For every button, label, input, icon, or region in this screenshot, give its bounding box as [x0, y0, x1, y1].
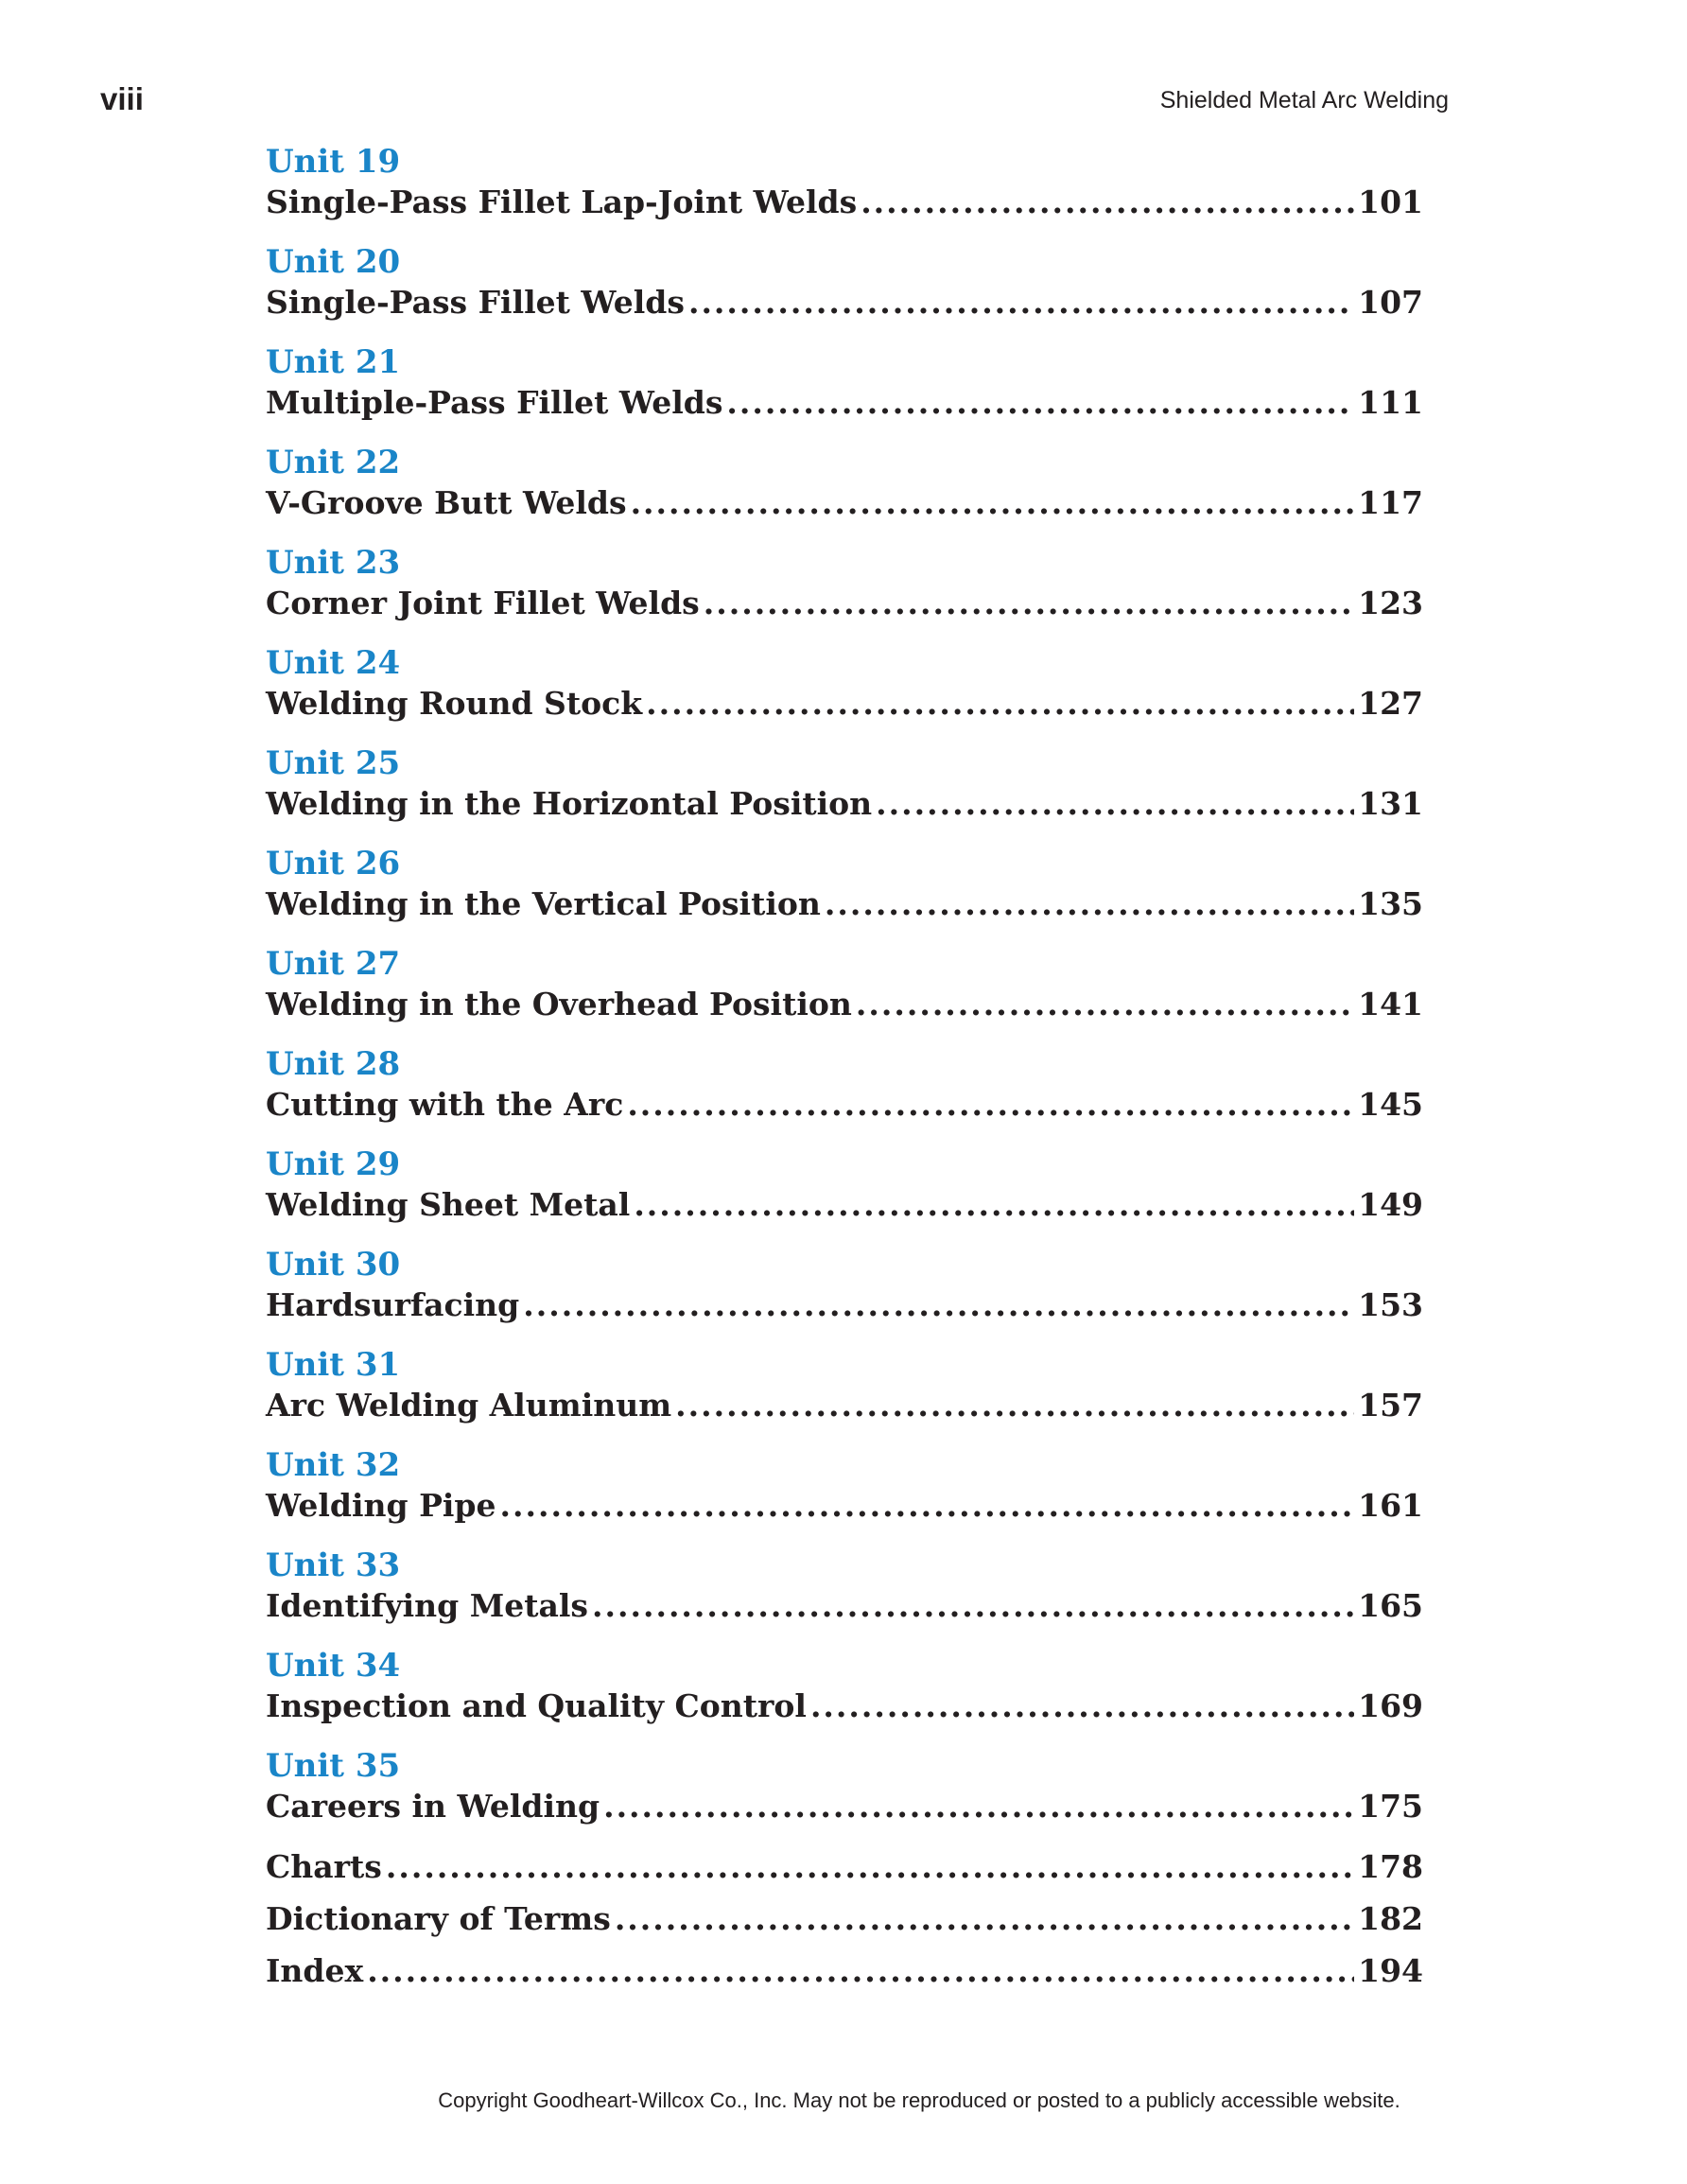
back-matter-title: Dictionary of Terms — [266, 1900, 611, 1937]
running-title: Shielded Metal Arc Welding — [1159, 87, 1449, 114]
page-ref: 141 — [1358, 986, 1423, 1022]
toc-line — [266, 282, 1423, 323]
unit-label: Unit 21 — [266, 343, 401, 381]
toc-line — [266, 482, 1423, 524]
dot-leader — [603, 1786, 1354, 1827]
unit-title: Welding in the Horizontal Position — [266, 785, 873, 822]
unit-label: Unit 24 — [266, 644, 401, 682]
toc-entry[interactable] — [266, 1044, 1423, 1144]
unit-label: Unit 23 — [266, 544, 401, 582]
page-ref: 145 — [1358, 1086, 1423, 1123]
toc-line — [266, 683, 1423, 725]
toc-line — [266, 1184, 1423, 1226]
unit-label: Unit 30 — [266, 1246, 401, 1284]
unit-title: Welding in the Vertical Position — [266, 885, 821, 922]
dot-leader — [856, 984, 1354, 1025]
toc-entry[interactable] — [266, 1646, 1423, 1746]
page-ref: 107 — [1358, 284, 1423, 321]
page-ref: 157 — [1358, 1387, 1423, 1424]
page-ref: 169 — [1358, 1687, 1423, 1724]
toc-line — [266, 182, 1423, 223]
unit-label: Unit 28 — [266, 1045, 401, 1083]
unit-label: Unit 22 — [266, 444, 401, 481]
unit-title: V-Groove Butt Welds — [266, 484, 627, 521]
toc-entry[interactable] — [266, 1445, 1423, 1546]
dot-leader — [500, 1485, 1355, 1527]
back-matter-entry[interactable] — [266, 1846, 1423, 1898]
back-matter-title: Charts — [266, 1848, 382, 1885]
back-matter-list — [266, 1846, 1423, 2002]
unit-label: Unit 33 — [266, 1546, 401, 1584]
dot-leader — [825, 883, 1354, 925]
toc-entry[interactable] — [266, 543, 1423, 643]
dot-leader — [688, 282, 1354, 323]
dot-leader — [367, 1950, 1354, 1992]
toc-entry[interactable] — [266, 944, 1423, 1044]
dot-leader — [646, 683, 1354, 725]
unit-label: Unit 27 — [266, 945, 401, 983]
toc-line — [266, 1846, 1423, 1888]
dot-leader — [876, 783, 1354, 825]
back-matter-title: Index — [266, 1952, 364, 1989]
unit-label: Unit 35 — [266, 1747, 401, 1785]
back-matter-entry[interactable] — [266, 1950, 1423, 2002]
dot-leader — [810, 1686, 1354, 1727]
back-matter-entry[interactable] — [266, 1898, 1423, 1950]
toc-entry[interactable] — [266, 1245, 1423, 1345]
page-ref: 111 — [1358, 384, 1423, 421]
page-ref: 123 — [1358, 585, 1423, 621]
toc-line — [266, 1284, 1423, 1326]
unit-label: Unit 31 — [266, 1346, 401, 1384]
toc-line — [266, 583, 1423, 624]
page-ref: 135 — [1358, 885, 1423, 922]
unit-title: Multiple-Pass Fillet Welds — [266, 384, 723, 421]
page-ref: 131 — [1358, 785, 1423, 822]
toc-line — [266, 1950, 1423, 1992]
unit-title: Welding Sheet Metal — [266, 1186, 631, 1223]
toc-entry[interactable] — [266, 844, 1423, 944]
page-ref: 178 — [1358, 1848, 1423, 1885]
page-ref: 161 — [1358, 1487, 1423, 1524]
toc-entry[interactable] — [266, 443, 1423, 543]
toc-entry[interactable] — [266, 342, 1423, 443]
dot-leader — [615, 1898, 1354, 1940]
toc-entry[interactable] — [266, 743, 1423, 844]
dot-leader — [631, 482, 1355, 524]
toc-entry[interactable] — [266, 1144, 1423, 1245]
unit-title: Welding Round Stock — [266, 685, 643, 722]
unit-label: Unit 20 — [266, 243, 401, 281]
unit-title: Welding Pipe — [266, 1487, 496, 1524]
unit-label: Unit 26 — [266, 845, 401, 882]
dot-leader — [675, 1385, 1354, 1426]
dot-leader — [704, 583, 1354, 624]
toc-line — [266, 1898, 1423, 1940]
unit-title: Hardsurfacing — [266, 1286, 520, 1323]
unit-label: Unit 34 — [266, 1647, 401, 1685]
unit-title: Inspection and Quality Control — [266, 1687, 807, 1724]
toc-entry[interactable] — [266, 643, 1423, 743]
unit-label: Unit 29 — [266, 1145, 401, 1183]
page-ref: 165 — [1358, 1587, 1423, 1624]
unit-label: Unit 19 — [266, 143, 401, 181]
toc-line — [266, 1786, 1423, 1827]
toc-line — [266, 382, 1423, 424]
toc-line — [266, 1084, 1423, 1126]
toc-entry[interactable] — [266, 242, 1423, 342]
dot-leader — [386, 1846, 1354, 1888]
copyright-footer: Copyright Goodheart-Willcox Co., Inc. May not be reproduced or posted to a publicly accessible website. — [438, 2088, 1400, 2112]
dot-leader — [634, 1184, 1354, 1226]
toc-entry[interactable] — [266, 1746, 1423, 1846]
page-ref: 153 — [1358, 1286, 1423, 1323]
page-ref: 182 — [1358, 1900, 1423, 1937]
toc-entry[interactable] — [266, 1546, 1423, 1646]
unit-title: Cutting with the Arc — [266, 1086, 624, 1123]
toc-entry[interactable] — [266, 1345, 1423, 1445]
unit-title: Identifying Metals — [266, 1587, 589, 1624]
unit-title: Corner Joint Fillet Welds — [266, 585, 700, 621]
page-ref: 117 — [1358, 484, 1423, 521]
unit-title: Arc Welding Aluminum — [266, 1387, 672, 1424]
toc-line — [266, 1585, 1423, 1627]
page-number: viii — [100, 81, 144, 116]
dot-leader — [592, 1585, 1354, 1627]
unit-title: Single-Pass Fillet Welds — [266, 284, 685, 321]
page-ref: 101 — [1358, 183, 1423, 220]
dot-leader — [726, 382, 1354, 424]
toc-line — [266, 984, 1423, 1025]
toc-line — [266, 1686, 1423, 1727]
dot-leader — [627, 1084, 1354, 1126]
toc-line — [266, 883, 1423, 925]
toc-entry[interactable] — [266, 142, 1423, 242]
toc-line — [266, 783, 1423, 825]
toc-line — [266, 1485, 1423, 1527]
unit-title: Single-Pass Fillet Lap-Joint Welds — [266, 183, 858, 220]
page-ref: 194 — [1358, 1952, 1423, 1989]
page-ref: 127 — [1358, 685, 1423, 722]
unit-title: Careers in Welding — [266, 1788, 600, 1825]
page-ref: 175 — [1358, 1788, 1423, 1825]
dot-leader — [861, 182, 1354, 223]
unit-label: Unit 25 — [266, 744, 401, 782]
toc-line — [266, 1385, 1423, 1426]
unit-title: Welding in the Overhead Position — [266, 986, 852, 1022]
dot-leader — [523, 1284, 1354, 1326]
page-ref: 149 — [1358, 1186, 1423, 1223]
table-of-contents — [266, 142, 1423, 2002]
unit-list — [266, 142, 1423, 1846]
unit-label: Unit 32 — [266, 1446, 401, 1484]
